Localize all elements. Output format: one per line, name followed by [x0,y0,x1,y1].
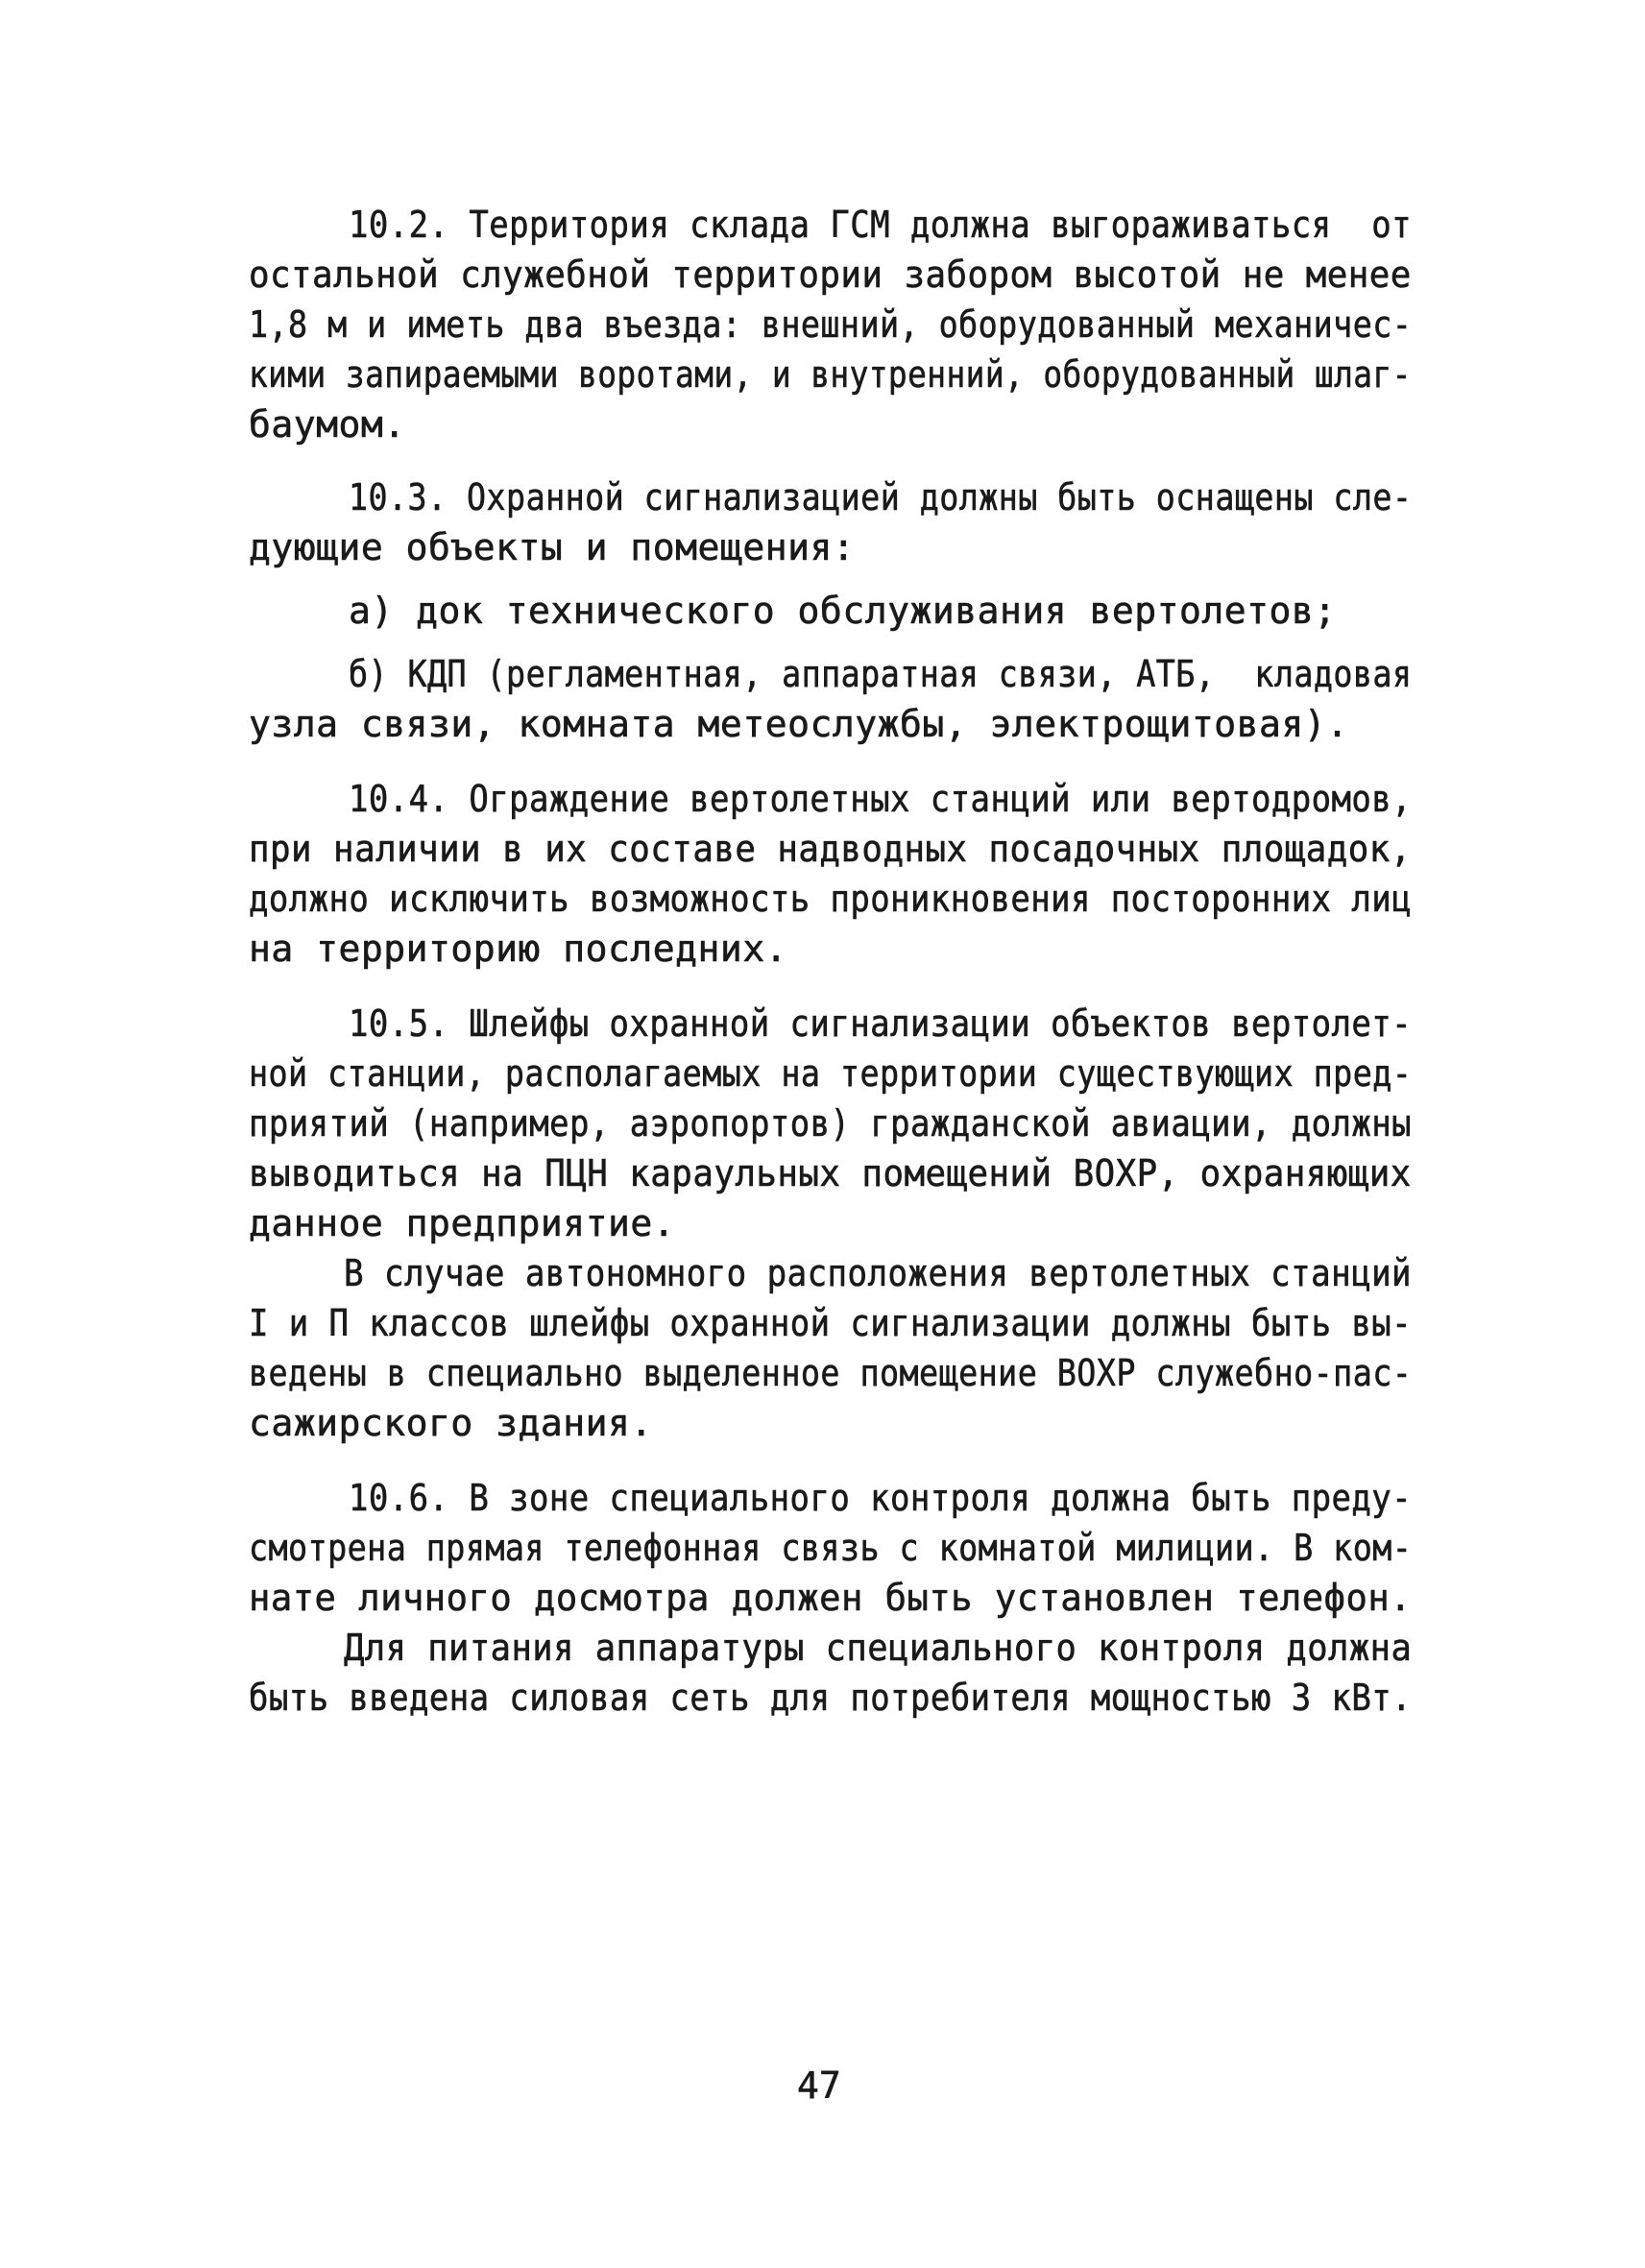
text-line: 10.2. Территория склада ГСМ должна выгораживаться от [349,204,1413,246]
text-line: 10.5. Шлейфы охранной сигнализации объектов вертолет- [349,1002,1413,1045]
text-line: ведены в специально выделенное помещение ВОХР служебно-пас- [249,1352,1413,1394]
text-line: при наличии в их составе надводных посадочных площадок, [249,828,1412,870]
text-line: должно исключить возможность проникновения посторонних лиц [249,878,1412,920]
text-line: кими запираемыми воротами, и внутренний, оборудованный шлаг- [249,353,1412,396]
text-line: на территорию последних. [249,928,788,970]
text-line: быть введена силовая сеть для потребителя мощностью 3 кВт. [249,1677,1412,1719]
text-line: дующие объекты и помещения: [249,526,856,568]
text-line: сажирского здания. [249,1402,653,1444]
page-number: 47 [797,2064,841,2107]
text-line: приятий (например, аэропортов) гражданской авиации, должны [249,1102,1412,1145]
text-line: 10.4. Ограждение вертолетных станций или вертодромов, [349,778,1413,820]
text-line: б) КДП (регламентная, аппаратная связи, АТБ, кладовая [349,653,1413,695]
text-line: 10.3. Охранной сигнализацией должны быть оснащены сле- [349,476,1413,519]
text-line: остальной служебной территории забором высотой не менее [249,253,1412,296]
text-line: баумом. [249,403,406,446]
text-line: смотрена прямая телефонная связь с комнатой милиции. В ком- [249,1527,1413,1569]
text-line: Для питания аппаратуры специального контроля должна [344,1627,1413,1669]
text-line: 1,8 м и иметь два въезда: внешний, оборудованный механичес- [249,303,1413,346]
text-line: данное предприятие. [249,1202,676,1244]
text-line: 10.6. В зоне специального контроля должна быть преду- [349,1477,1413,1519]
text-line: выводиться на ПЦН караульных помещений ВОХР, охраняющих [249,1152,1412,1194]
text-line: а) док технического обслуживания вертолетов; [349,590,1337,632]
text-line: узла связи, комната метеослужбы, электрощитовая). [249,703,1349,745]
text-line: нате личного досмотра должен быть установлен телефон. [249,1577,1413,1619]
text-line: I и П классов шлейфы охранной сигнализации должны быть вы- [249,1302,1412,1344]
text-line: В случае автономного расположения вертолетных станций [344,1252,1413,1294]
text-line: ной станции, располагаемых на территории существующих пред- [249,1052,1413,1095]
